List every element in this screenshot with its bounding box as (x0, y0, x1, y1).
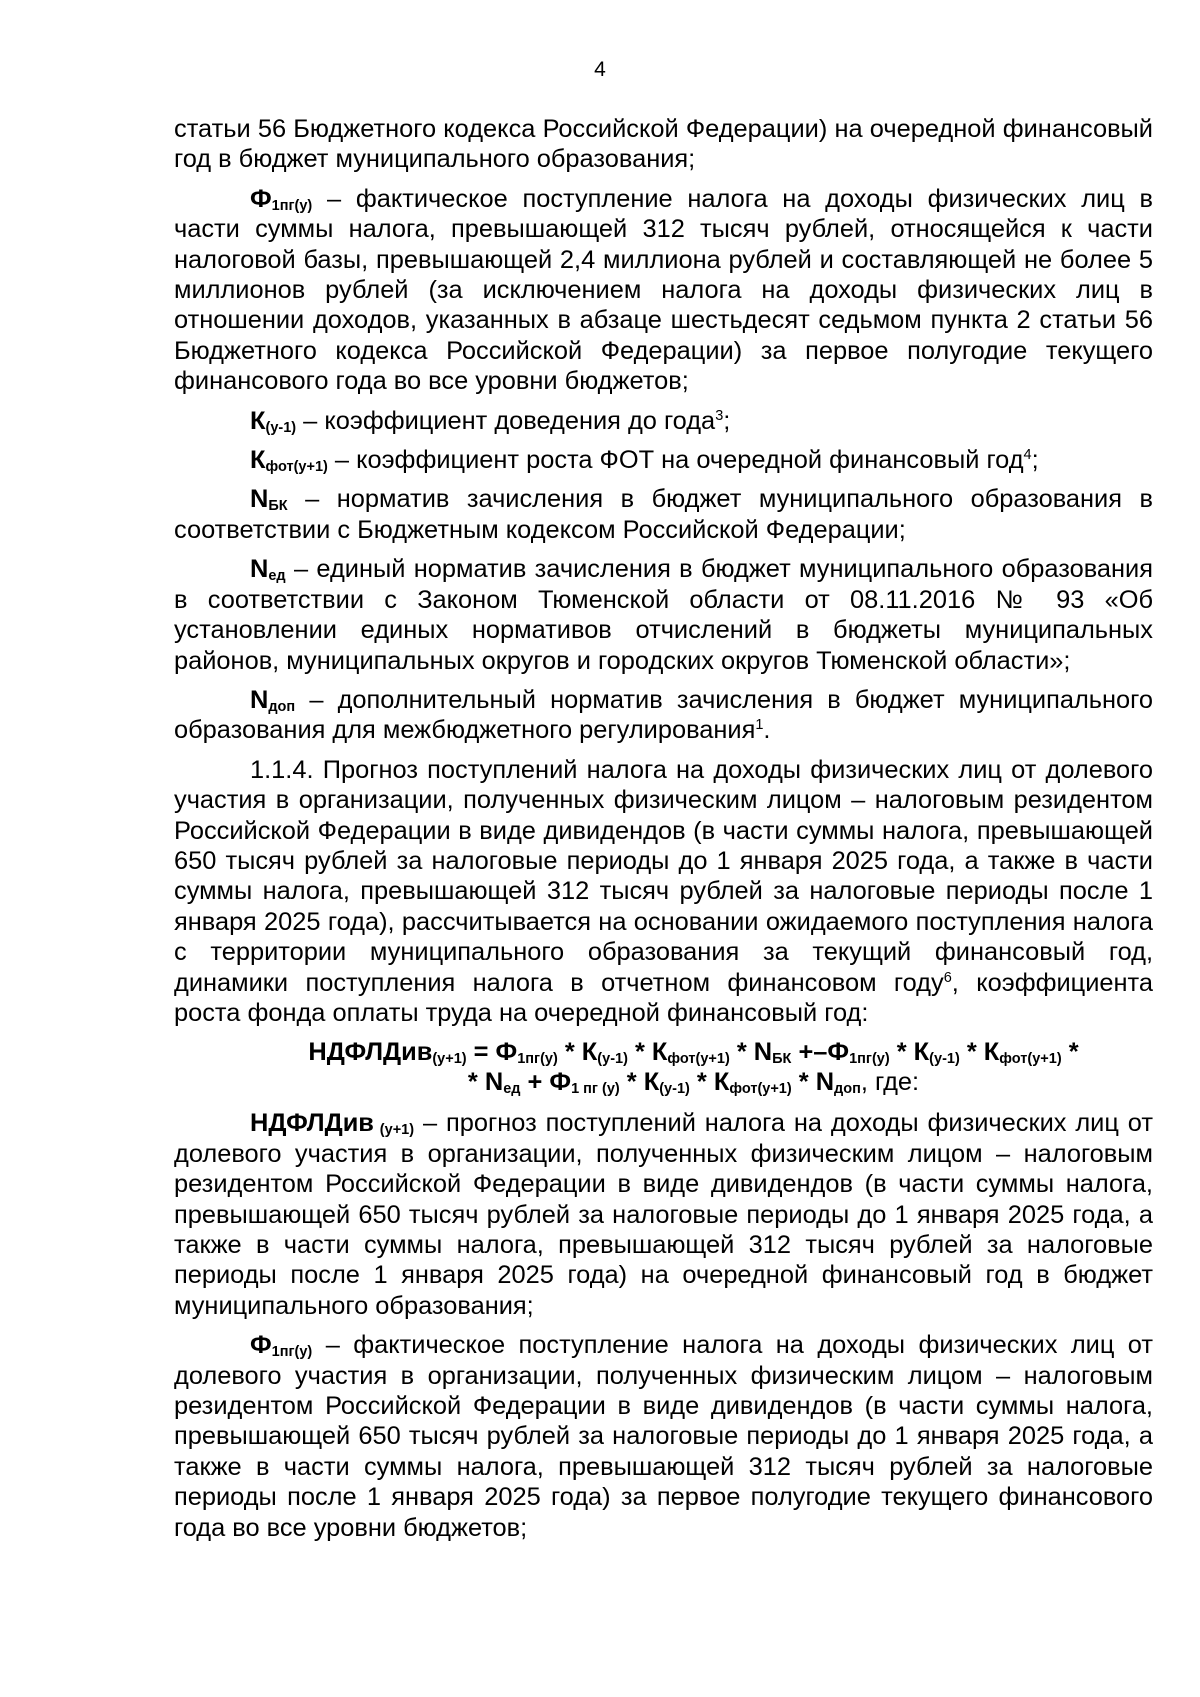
formula-term: * (1061, 1038, 1079, 1067)
definition-text: – дополнительный норматив зачисления в бюджет муниципального образования для межбюджетного регулирования (174, 685, 1153, 745)
formula-subscript: фот(у+1) (999, 1051, 1062, 1068)
formula-subscript: ед (503, 1081, 521, 1098)
formula-subscript: (у-1) (929, 1051, 960, 1068)
formula-tail: , где: (860, 1068, 920, 1097)
formula-subscript: 1пг(у) (517, 1051, 558, 1068)
formula-subscript: (у+1) (432, 1051, 467, 1068)
footnote-mark: 1 (755, 717, 764, 734)
definition-end: ; (1031, 446, 1039, 475)
footnote-mark: 6 (943, 969, 952, 986)
formula-subscript: фот(у+1) (667, 1051, 730, 1068)
symbol: N (250, 555, 269, 584)
paragraph-2 (174, 184, 1153, 397)
formula-subscript: доп (834, 1081, 861, 1098)
paragraph-3 (174, 406, 1153, 436)
symbol-subscript: БК (268, 498, 288, 515)
formula-term: * N (791, 1068, 835, 1097)
paragraph-10 (174, 1330, 1153, 1543)
symbol: N (250, 485, 269, 514)
definition-text: – коэффициент роста ФОТ на очередной финансовый год (327, 446, 1024, 475)
paragraph-7 (174, 685, 1153, 746)
paragraph-6 (174, 554, 1153, 676)
definition-text: – единый норматив зачисления в бюджет муниципального образования в соответствии с Законом Тюменской области от 08.11.2016 № 93 «Об установлении единых нормативов отчислений в бюджеты муниципальных районов, муниципальных округов и городских округов Тюменской области»; (174, 555, 1153, 675)
formula-term: * К (619, 1068, 660, 1097)
formula-term: * N (729, 1038, 773, 1067)
section-text: 1.1.4. Прогноз поступлений налога на доходы физических лиц от долевого участия в организации, полученных физическим лицом – налоговым резидентом Российской Федерации в виде дивидендов (в части суммы налога, превышающей 650 тысяч рублей за налоговые периоды до 1 января 2025 года, а также в части суммы налога, превышающей 312 тысяч рублей за налоговые периоды после 1 января 2025 года), рассчитывается на основании ожидаемого поступления налога с территории муниципального образования за текущий финансовый год, динамики поступления налога в отчетном финансовом году (174, 755, 1153, 997)
formula-line-1 (174, 1037, 1153, 1067)
definition-end: ; (723, 406, 731, 435)
formula-term: * К (689, 1068, 730, 1097)
formula-subscript: 1 пг (у) (571, 1081, 620, 1098)
formula-term: * N (467, 1068, 504, 1097)
footnote-mark: 4 (1023, 447, 1032, 464)
formula-subscript: 1пг(у) (849, 1051, 890, 1068)
formula-line-2 (174, 1067, 1153, 1097)
symbol: К (250, 406, 266, 435)
formula-term: * К (627, 1038, 668, 1067)
symbol-subscript: доп (268, 698, 296, 715)
document-body (174, 114, 1153, 1552)
definition-text: – прогноз поступлений налога на доходы физических лиц от долевого участия в организации, полученных физическим лицом – налоговым резидентом Российской Федерации в виде дивидендов (в части суммы налога, превышающей 650 тысяч рублей за налоговые периоды до 1 января 2025 года, а также в части суммы налога, превышающей 312 тысяч рублей за налоговые периоды после 1 января 2025 года) на очередной финансовый год в бюджет муниципального образования; (174, 1109, 1153, 1320)
symbol-subscript: 1пг(у) (271, 1344, 313, 1361)
symbol: Ф (250, 184, 272, 213)
symbol-subscript: 1пг(у) (271, 197, 313, 214)
formula-term: + Ф (520, 1068, 572, 1097)
formula-subscript: (у-1) (659, 1081, 690, 1098)
formula-subscript: фот(у+1) (729, 1081, 792, 1098)
formula (174, 1037, 1153, 1097)
definition-text: – фактическое поступление налога на доходы физических лиц от долевого участия в организации, полученных физическим лицом – налоговым резидентом Российской Федерации в виде дивидендов (в части суммы налога, превышающей 650 тысяч рублей за налоговые периоды до 1 января 2025 года, а также в части суммы налога, превышающей 312 тысяч рублей за налоговые периоды после 1 января 2025 года) за первое полугодие текущего финансового года во все уровни бюджетов; (174, 1331, 1153, 1542)
symbol-subscript: (у+1) (373, 1122, 415, 1139)
definition-text: – коэффициент доведения до года (296, 406, 716, 435)
symbol-subscript: ед (268, 568, 286, 585)
definition-text: – фактическое поступление налога на доходы физических лиц в части суммы налога, превышающей 312 тысяч рублей, относящейся к части налоговой базы, превышающей 2,4 миллиона рублей и составляющей не более 5 миллионов рублей (за исключением налога на доходы физических лиц в отношении доходов, указанных в абзаце шестьдесят седьмом пункта 2 статьи 56 Бюджетного кодекса Российской Федерации) за первое полугодие текущего финансового года во все уровни бюджетов; (174, 184, 1153, 396)
paragraph-5 (174, 484, 1153, 545)
symbol-subscript: фот(у+1) (265, 459, 328, 476)
symbol-subscript: (у-1) (265, 419, 297, 436)
formula-term: НДФЛДив (308, 1038, 433, 1067)
paragraph-1: статьи 56 Бюджетного кодекса Российской Федерации) на очередной финансовый год в бюджет муниципального образования; (174, 115, 1153, 174)
formula-subscript: (у-1) (597, 1051, 628, 1068)
formula-term: * К (889, 1038, 930, 1067)
symbol: N (250, 685, 269, 714)
definition-end: . (763, 716, 771, 745)
symbol: НДФЛДив (250, 1109, 374, 1138)
section-text-end: , коэффициента роста фонда оплаты труда на очередной финансовый год: (174, 968, 1153, 1027)
formula-term: = Ф (466, 1038, 518, 1067)
paragraph-8 (174, 755, 1153, 1029)
formula-term: +–Ф (791, 1038, 850, 1067)
formula-term: * К (959, 1038, 1000, 1067)
paragraph-4 (174, 445, 1153, 475)
formula-term: * К (557, 1038, 598, 1067)
symbol: К (250, 446, 266, 475)
symbol: Ф (250, 1331, 272, 1360)
formula-subscript: БК (772, 1051, 792, 1068)
definition-text: – норматив зачисления в бюджет муниципального образования в соответствии с Бюджетным кодексом Российской Федерации; (174, 485, 1153, 544)
page-number: 4 (594, 58, 606, 81)
paragraph-9 (174, 1108, 1153, 1321)
footnote-mark: 3 (715, 407, 724, 424)
